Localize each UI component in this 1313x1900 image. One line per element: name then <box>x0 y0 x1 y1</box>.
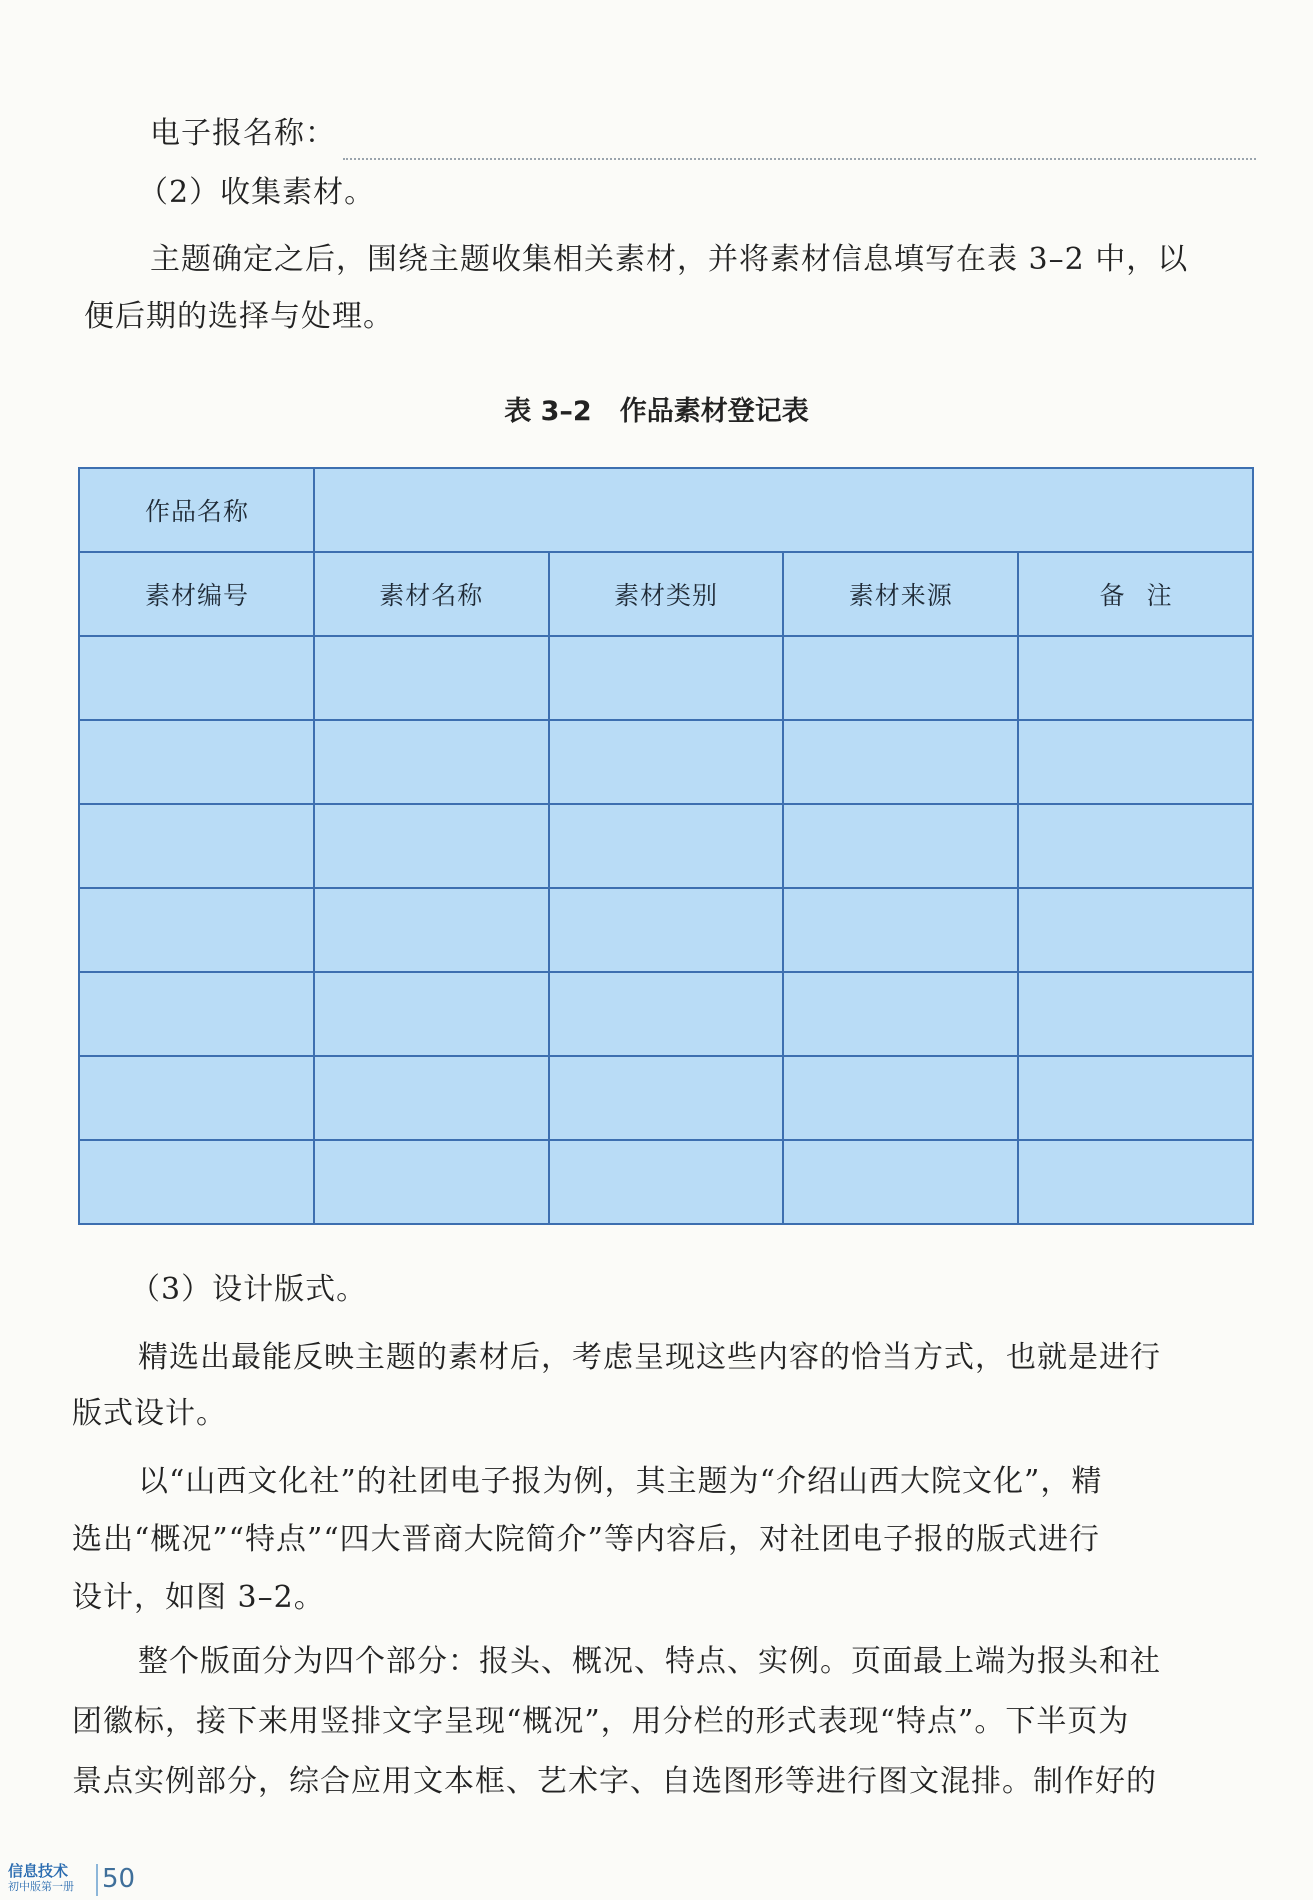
table-cell <box>314 804 549 888</box>
table-cell <box>783 720 1018 804</box>
table-cell <box>1018 972 1253 1056</box>
paragraph-4-line-2: 团徽标，接下来用竖排文字呈现“概况”，用分栏的形式表现“特点”。下半页为 <box>72 1704 1130 1739</box>
table-row <box>79 804 1253 888</box>
table-cell <box>314 1140 549 1224</box>
header-material-category: 素材类别 <box>549 552 784 636</box>
table-cell <box>79 1140 314 1224</box>
footer-divider <box>96 1864 98 1896</box>
table-row <box>79 720 1253 804</box>
table-cell <box>79 720 314 804</box>
newspaper-name-label: 电子报名称： <box>150 116 336 151</box>
table-cell <box>79 636 314 720</box>
table-cell <box>549 972 784 1056</box>
work-name-row <box>79 468 1253 552</box>
table-row <box>79 636 1253 720</box>
table-cell <box>1018 888 1253 972</box>
table-cell <box>549 1140 784 1224</box>
table-row <box>79 888 1253 972</box>
table-cell <box>79 888 314 972</box>
newspaper-name-fill-line <box>343 158 1256 160</box>
step2-heading: （2）收集素材。 <box>138 175 376 210</box>
table-cell <box>314 636 549 720</box>
paragraph-1-line-1: 主题确定之后，围绕主题收集相关素材，并将素材信息填写在表 3–2 中，以 <box>150 242 1189 277</box>
table-cell <box>314 720 549 804</box>
table-cell <box>1018 1056 1253 1140</box>
table-cell <box>79 804 314 888</box>
table-row <box>79 1140 1253 1224</box>
header-material-name: 素材名称 <box>314 552 549 636</box>
table-row <box>79 1056 1253 1140</box>
material-register-table <box>78 467 1254 1225</box>
header-material-number: 素材编号 <box>79 552 314 636</box>
table-cell <box>314 1056 549 1140</box>
table-cell <box>783 972 1018 1056</box>
table-cell <box>783 1140 1018 1224</box>
table-cell <box>79 1056 314 1140</box>
table-cell <box>79 972 314 1056</box>
paragraph-4-line-1: 整个版面分为四个部分：报头、概况、特点、实例。页面最上端为报头和社 <box>138 1644 1161 1679</box>
paragraph-2-line-1: 精选出最能反映主题的素材后，考虑呈现这些内容的恰当方式，也就是进行 <box>138 1340 1161 1375</box>
table-cell <box>1018 720 1253 804</box>
table-cell <box>549 888 784 972</box>
table-cell <box>783 636 1018 720</box>
table-cell <box>549 720 784 804</box>
table-row <box>79 972 1253 1056</box>
work-name-label: 作品名称 <box>79 468 314 552</box>
header-material-source: 素材来源 <box>783 552 1018 636</box>
footer-brand: 信息技术 <box>8 1862 69 1880</box>
table-cell <box>1018 1140 1253 1224</box>
table-cell <box>549 804 784 888</box>
step3-heading: （3）设计版式。 <box>130 1272 368 1307</box>
work-name-cell <box>314 468 1253 552</box>
paragraph-3-line-1: 以“山西文化社”的社团电子报为例，其主题为“介绍山西大院文化”，精 <box>138 1464 1103 1499</box>
header-remarks: 备注 <box>1018 552 1253 636</box>
table-cell <box>783 804 1018 888</box>
table-cell <box>549 1056 784 1140</box>
table-cell <box>314 888 549 972</box>
page-number: 50 <box>102 1864 136 1894</box>
paragraph-1-line-2: 便后期的选择与处理。 <box>84 299 394 334</box>
footer-edition: 初中版第一册 <box>8 1880 74 1893</box>
paragraph-3-line-2: 选出“概况”“特点”“四大晋商大院简介”等内容后，对社团电子报的版式进行 <box>72 1522 1101 1557</box>
header-row <box>79 552 1253 636</box>
paragraph-2-line-2: 版式设计。 <box>72 1396 227 1431</box>
table-cell <box>783 888 1018 972</box>
table-cell <box>549 636 784 720</box>
table-cell <box>314 972 549 1056</box>
table-cell <box>1018 804 1253 888</box>
table-cell <box>783 1056 1018 1140</box>
table-caption-number: 表 3–2 <box>504 396 592 427</box>
table-cell <box>1018 636 1253 720</box>
table-caption <box>0 392 1313 432</box>
paragraph-3-line-3: 设计，如图 3–2。 <box>72 1580 325 1615</box>
table-caption-title: 作品素材登记表 <box>619 396 809 427</box>
paragraph-4-line-3: 景点实例部分，综合应用文本框、艺术字、自选图形等进行图文混排。制作好的 <box>72 1764 1157 1799</box>
